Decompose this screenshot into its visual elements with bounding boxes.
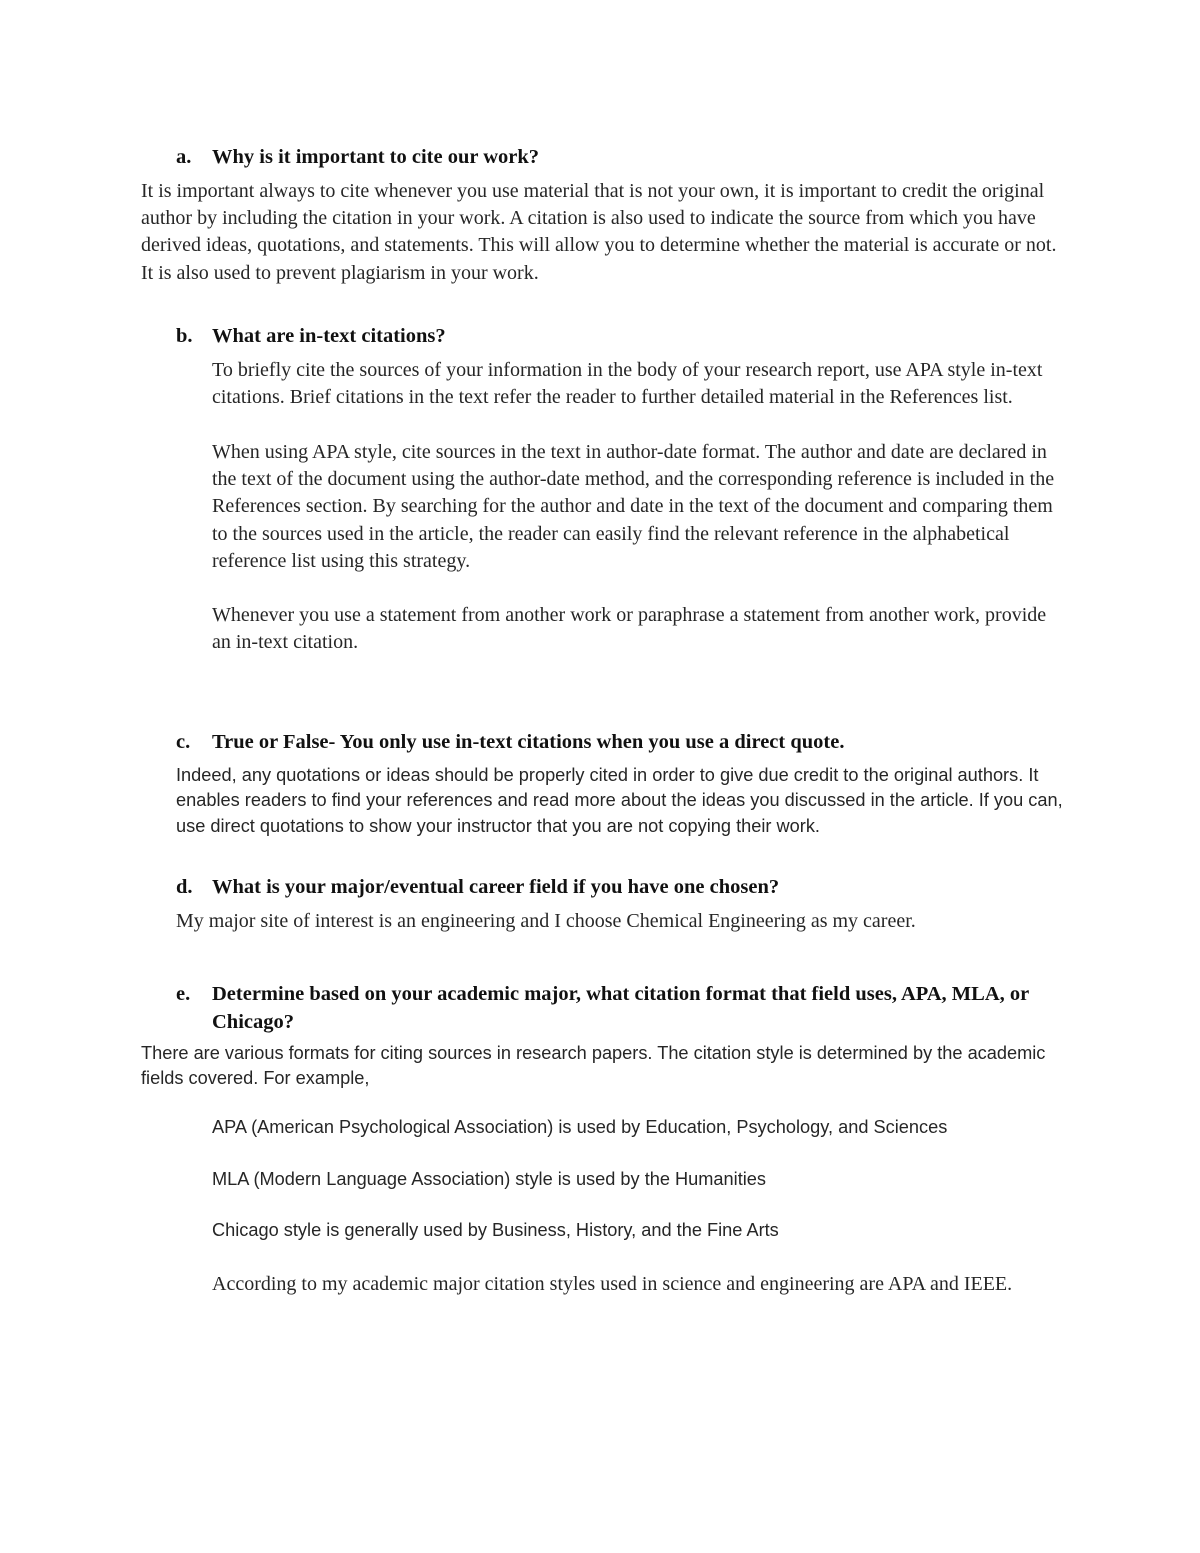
answer-a: It is important always to cite whenever you use material that is not your own, it is important to credit the original author by including the citation in your work. A citation is also used to indicate the source from which you have derived ideas, quotations, and statements. This will allow you to determine whether the material is accurate or not. It is also used to prevent plagiarism in your work. [141, 180, 1057, 284]
answer-e-intro: There are various formats for citing sources in research papers. The citation style is determined by the academic fields covered. For example, [141, 1043, 1046, 1089]
answer-c: Indeed, any quotations or ideas should be properly cited in order to give due credit to the original authors. It enables readers to find your references and read more about the ideas you discussed in the article. If you can, use direct quotations to show your instructor that you are not copying their work. [176, 765, 1063, 836]
question-d-text: What is your major/eventual career field if you have one chosen? [212, 876, 780, 898]
answer-d: My major site of interest is an engineering and I choose Chemical Engineering as my career. [176, 910, 916, 932]
answer-b-paragraph-2: When using APA style, cite sources in the text in author-date format. The author and date are declared in the text of the document using the author-date method, and the corresponding reference is included in the References section. By searching for the author and date in the text of the document and comparing them to the sources used in the article, the reader can easily find the relevant reference in the alphabetical reference list using this strategy. [212, 441, 1055, 572]
answer-b-paragraph-3: Whenever you use a statement from another work or paraphrase a statement from another work, provide an in-text citation. [212, 604, 1047, 654]
answer-e-chicago: Chicago style is generally used by Business, History, and the Fine Arts [212, 1220, 779, 1240]
answer-b-paragraph-1: To briefly cite the sources of your information in the body of your research report, use APA style in-text citations. Brief citations in the text refer the reader to further detailed material in the References list. [212, 359, 1043, 409]
question-a-letter: a. [176, 146, 192, 168]
answer-e-mla: MLA (Modern Language Association) style is used by the Humanities [212, 1169, 767, 1189]
question-e-text: Determine based on your academic major, what citation format that field uses, APA, MLA, or Chicago? [212, 983, 1029, 1033]
question-b [176, 322, 1076, 350]
answer-e-conclusion: According to my academic major citation styles used in science and engineering are APA and IEEE. [212, 1273, 1013, 1295]
question-a-text: Why is it important to cite our work? [212, 146, 540, 168]
question-b-letter: b. [176, 325, 193, 347]
question-e [176, 980, 1066, 1036]
question-c-text: True or False- You only use in-text citations when you use a direct quote. [212, 731, 845, 753]
question-a [176, 143, 1076, 171]
question-b-text: What are in-text citations? [212, 325, 446, 347]
question-e-letter: e. [176, 983, 191, 1005]
question-c [176, 728, 1076, 756]
question-d [176, 873, 1076, 901]
question-d-letter: d. [176, 876, 193, 898]
answer-e-apa: APA (American Psychological Association) is used by Education, Psychology, and Sciences [212, 1117, 948, 1137]
question-c-letter: c. [176, 731, 191, 753]
